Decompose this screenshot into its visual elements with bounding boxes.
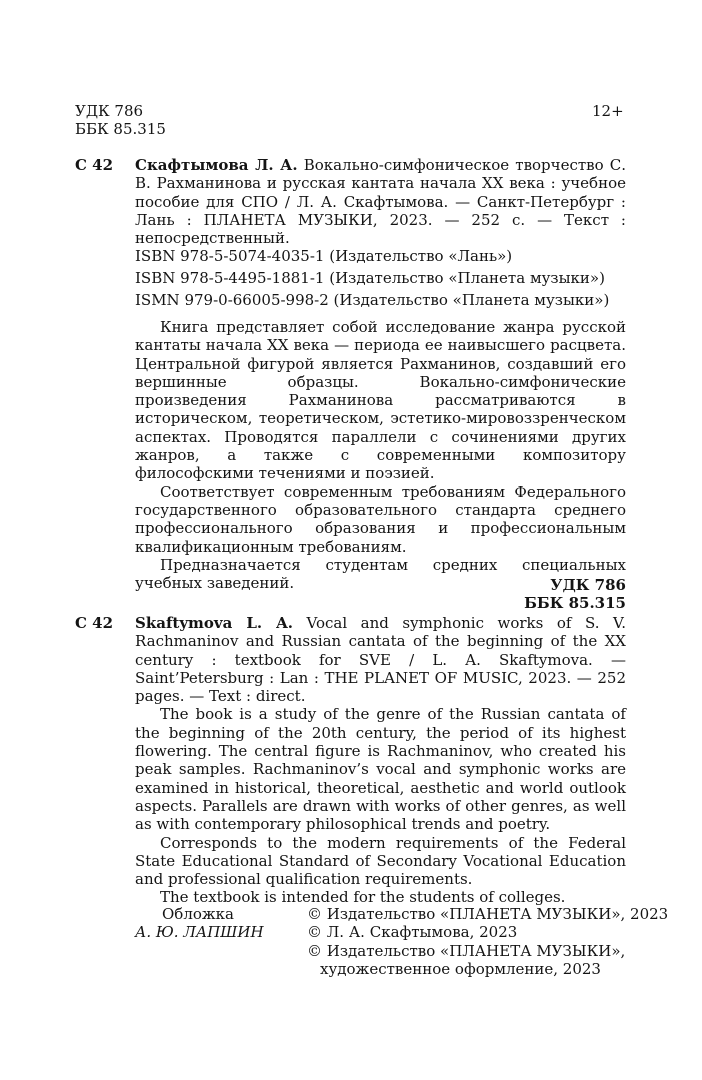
cover-artist: А. Ю. ЛАПШИН — [135, 923, 264, 941]
annotation-ru — [135, 318, 626, 592]
copyright-line: © Издательство «ПЛАНЕТА МУЗЫКИ», — [307, 941, 626, 960]
annotation-en-paragraph: The book is a study of the genre of the Russian cantata of the beginning of the 20th century, the period of its highest flowering. The central figure is Rachmaninov, who created his peak samples. Rachmaninov’s vocal and symphonic works are examined in historical, theoretical, aesthetic and world outlook aspects. Parallels are drawn with works of other genres, as well as with contemporary philosophical trends and poetry. — [135, 705, 626, 834]
description-ru: Вокально-симфоническое творчество С. В. Рахманинова и русская кантата начала XX века : учебное пособие для СПО / Л. А. Скафтымова. — Санкт-Петербург : Лань : ПЛАНЕТА МУЗЫКИ, 2023. — 252 с. — Текст : непосредственный. — [135, 156, 626, 248]
age-rating: 12+ — [592, 102, 624, 120]
annotation-ru-paragraph: Соответствует современным требованиям Федерального государственного образовательного стандарта среднего профессионального образования и профессиональным квалификационным требованиям. — [135, 482, 626, 556]
bibliographic-entry-ru — [135, 156, 626, 247]
isbn-planeta: ISBN 978-5-4495-1881-1 (Издательство «Планета музыки») — [135, 269, 605, 287]
copyright-line: © Л. А. Скафтымова, 2023 — [307, 923, 518, 942]
bibliographic-entry-en — [135, 614, 626, 907]
annotation-en-paragraph: The textbook is intended for the students of colleges. — [160, 888, 566, 907]
author-ru: Скафтымова Л. А. — [135, 156, 298, 174]
annotation-ru-paragraph: Предназначается студентам средних специальных учебных заведений. — [135, 555, 626, 593]
copyright-line: © Издательство «ПЛАНЕТА МУЗЫКИ», 2023 — [307, 905, 669, 923]
author-en: Skaftymova L. A. — [135, 614, 293, 632]
annotation-ru-paragraph: Книга представляет собой исследование жанра русской кантаты начала XX века — периода ее наивысшего расцвета. Центральной фигурой является Рахманинов, создавший его вершинные образцы. Вокально-симфонические произведения Рахманинова рассматриваются в историческом, теоретическом, эстетико-мировоззренческом аспектах. Проводятся параллели с сочинениями других жанров, а также с современными композитору философскими течениями и поэзией. — [135, 318, 626, 483]
description-en: Vocal and symphonic works of S. V. Rachmaninov and Russian cantata of the beginning of the XX century : textbook for SVE / L. A. Skaftymova. — Saint’Petersburg : Lan : THE PLANET OF MUSIC, 2023. — 252 pages. — Text : direct. — [135, 614, 626, 706]
copyright-block — [307, 905, 668, 978]
copyright-line: художественное оформление, 2023 — [320, 959, 601, 978]
catalog-code-ru: С 42 — [75, 156, 114, 174]
isbn-lan: ISBN 978-5-5074-4035-1 (Издательство «Лань») — [135, 247, 513, 265]
annotation-en-paragraph: Corresponds to the modern requirements of the Federal State Educational Standard of Secondary Vocational Education and professional qualification requirements. — [135, 833, 626, 889]
catalog-code-en: С 42 — [75, 614, 114, 632]
udk-code: УДК 786 — [75, 102, 144, 120]
cover-label: Обложка — [162, 905, 235, 923]
bbk-code-right: ББК 85.315 — [524, 594, 626, 612]
ismn-planeta: ISMN 979-0-66005-998-2 (Издательство «Планета музыки») — [135, 291, 610, 309]
udk-code-right: УДК 786 — [550, 576, 626, 594]
isbn-list — [135, 245, 609, 311]
bbk-code: ББК 85.315 — [75, 120, 166, 138]
